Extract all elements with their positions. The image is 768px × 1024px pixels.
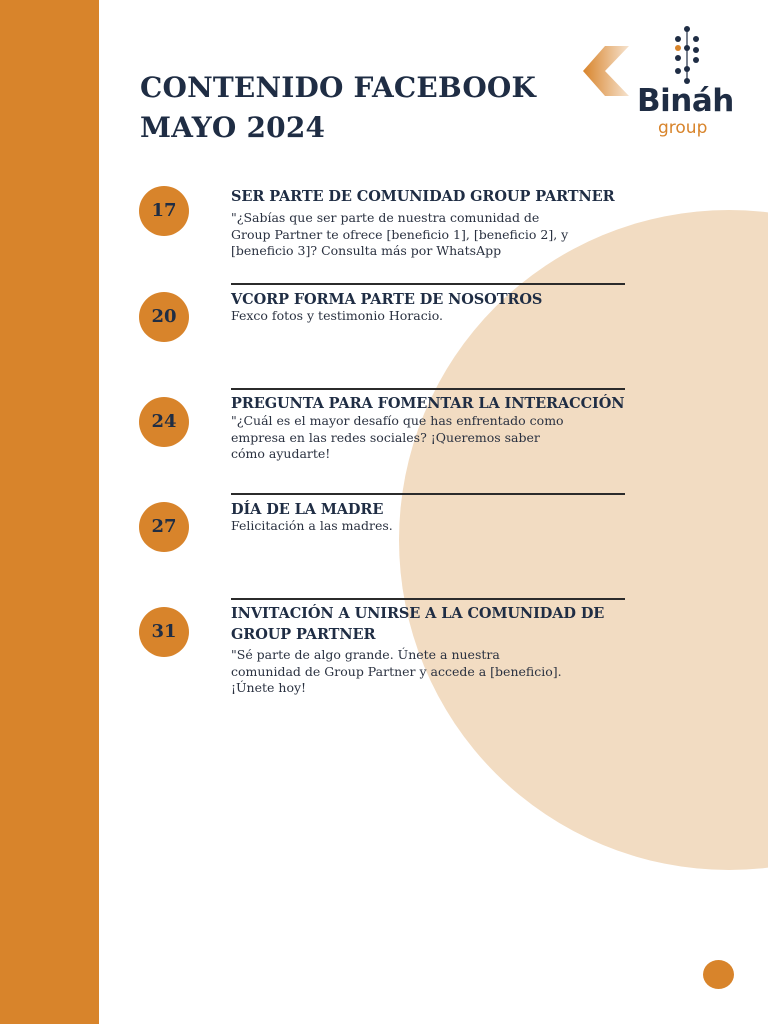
item-description: Fexco fotos y testimonio Horacio. <box>231 308 443 323</box>
day-badge: 31 <box>139 607 189 657</box>
day-badge: 17 <box>139 186 189 236</box>
day-badge: 20 <box>139 292 189 342</box>
molecule-icon <box>669 26 705 86</box>
logo-wordmark: Bináh <box>637 83 734 119</box>
divider <box>231 388 625 390</box>
page-title-line-2: MAYO 2024 <box>140 111 326 144</box>
binah-logo <box>583 26 743 142</box>
item-title: DÍA DE LA MADRE <box>231 501 384 518</box>
decorative-dot <box>703 960 734 989</box>
item-description: "¿Cuál es el mayor desafío que has enfrentado como empresa en las redes sociales? ¡Queremos saber cómo ayudarte! <box>231 413 564 461</box>
item-title: INVITACIÓN A UNIRSE A LA COMUNIDAD DE GROUP PARTNER <box>231 605 605 643</box>
item-title: PREGUNTA PARA FOMENTAR LA INTERACCIÓN <box>231 395 625 412</box>
day-badge: 24 <box>139 397 189 447</box>
item-title: VCORP FORMA PARTE DE NOSOTROS <box>231 291 543 308</box>
page-title-line-1: CONTENIDO FACEBOOK <box>140 71 537 104</box>
item-title: SER PARTE DE COMUNIDAD GROUP PARTNER <box>231 188 615 205</box>
divider <box>231 598 625 600</box>
divider <box>231 283 625 285</box>
page-title <box>140 68 536 148</box>
day-badge: 27 <box>139 502 189 552</box>
left-accent-bar <box>0 0 99 1024</box>
item-description: "Sé parte de algo grande. Únete a nuestra comunidad de Group Partner y accede a [beneficio]. ¡Únete hoy! <box>231 647 562 695</box>
item-description: "¿Sabías que ser parte de nuestra comunidad de Group Partner te ofrece [beneficio 1], [beneficio 2], y [beneficio 3]? Consulta más por WhatsApp <box>231 210 569 258</box>
chevron-left-icon <box>583 46 631 96</box>
logo-subtitle: group <box>658 118 708 138</box>
item-description: Felicitación a las madres. <box>231 518 393 533</box>
divider <box>231 493 625 495</box>
